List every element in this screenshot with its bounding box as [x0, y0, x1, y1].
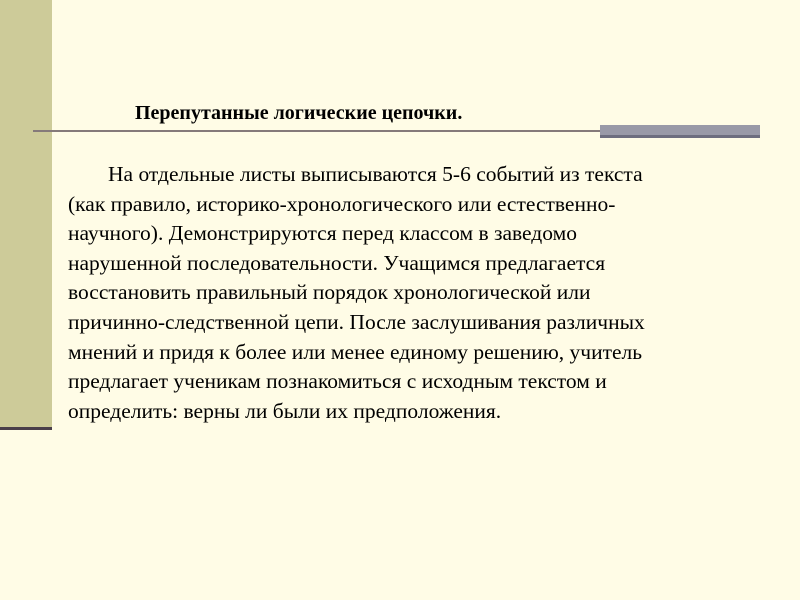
slide-title: Перепутанные логические цепочки. — [135, 102, 463, 124]
body-line: предлагает ученикам познакомиться с исходным текстом и — [68, 369, 607, 394]
left-accent-bar — [0, 0, 52, 427]
body-line: восстановить правильный порядок хронологической или — [68, 280, 591, 305]
body-line: нарушенной последовательности. Учащимся предлагается — [68, 250, 606, 275]
body-line: определить: верны ли были их предположения. — [68, 398, 502, 423]
body-line: научного). Демонстрируются перед классом в заведомо — [68, 221, 577, 246]
body-line: причинно-следственной цепи. После заслушивания различных — [68, 309, 645, 334]
body-line: На отдельные листы выписываются 5-6 событий из текста — [108, 162, 643, 186]
body-line: мнений и придя к более или менее единому решению, учитель — [68, 339, 643, 364]
left-accent-bar-shadow — [0, 427, 52, 430]
title-divider-accent-shadow — [600, 135, 760, 138]
body-line: (как правило, историко-хронологического или естественно- — [68, 191, 616, 216]
slide-body — [68, 160, 788, 426]
